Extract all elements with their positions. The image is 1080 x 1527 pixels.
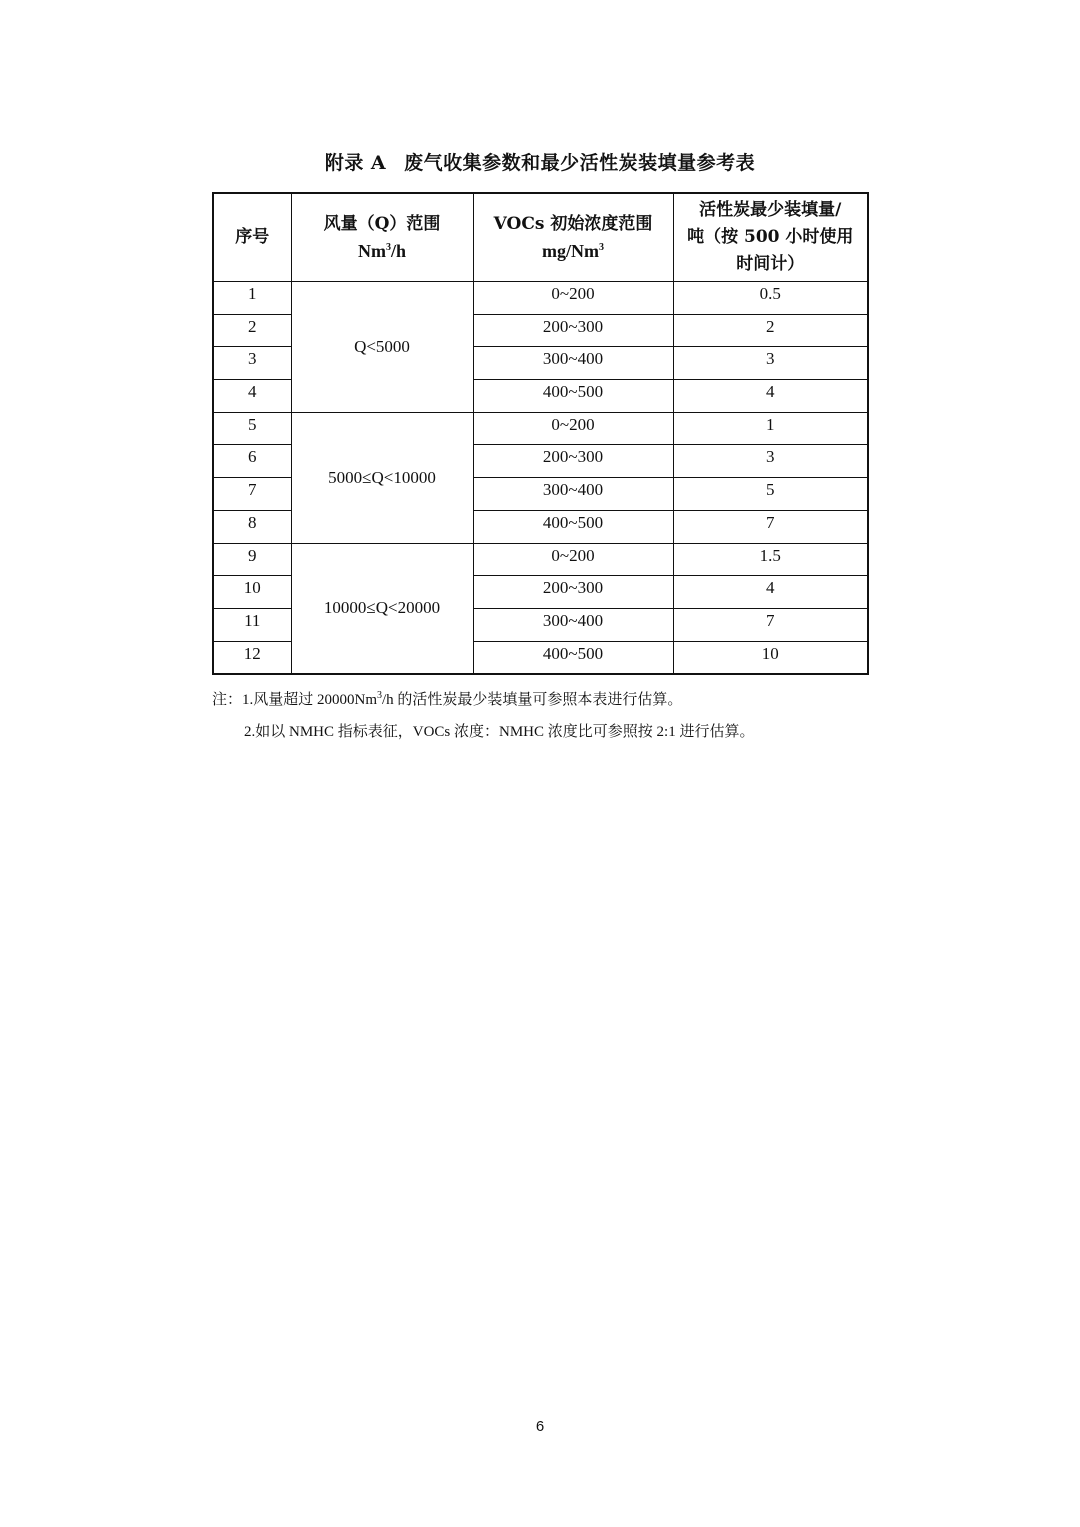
cell-carbon-amount: 7 bbox=[673, 608, 868, 641]
cell-concentration: 0~200 bbox=[473, 282, 673, 315]
cell-serial-no: 1 bbox=[213, 282, 291, 315]
cell-serial-no: 10 bbox=[213, 576, 291, 609]
cell-serial-no: 11 bbox=[213, 608, 291, 641]
note-1-tail: /h 的活性炭最少装填量可参照本表进行估算。 bbox=[382, 692, 683, 708]
page-number: 6 bbox=[535, 1418, 545, 1435]
header-carbon-line1: 活性炭最少装填量/ bbox=[699, 200, 842, 220]
table-header-row bbox=[213, 193, 868, 282]
header-airflow-unit bbox=[292, 238, 473, 265]
document-title bbox=[0, 148, 1080, 175]
cell-concentration: 300~400 bbox=[473, 478, 673, 511]
cell-serial-no: 7 bbox=[213, 478, 291, 511]
cell-concentration: 200~300 bbox=[473, 445, 673, 478]
cell-carbon-amount: 1.5 bbox=[673, 543, 868, 576]
cell-concentration: 0~200 bbox=[473, 412, 673, 445]
cell-concentration: 300~400 bbox=[473, 347, 673, 380]
cell-concentration: 200~300 bbox=[473, 314, 673, 347]
cell-carbon-amount: 10 bbox=[673, 641, 868, 674]
cell-carbon-amount: 2 bbox=[673, 314, 868, 347]
reference-table bbox=[212, 192, 869, 675]
cell-carbon-amount: 3 bbox=[673, 445, 868, 478]
header-carbon-line2: 吨（按 500 小时使用 bbox=[687, 227, 854, 247]
cell-serial-no: 4 bbox=[213, 380, 291, 413]
note-1 bbox=[212, 690, 754, 710]
header-airflow-label: 风量（Q）范围 bbox=[323, 213, 441, 234]
airflow-unit-tail: /h bbox=[390, 240, 406, 261]
cell-serial-no: 9 bbox=[213, 543, 291, 576]
cell-carbon-amount: 1 bbox=[673, 412, 868, 445]
note-1-text: 注：1.风量超过 20000Nm bbox=[212, 692, 378, 708]
cell-concentration: 400~500 bbox=[473, 641, 673, 674]
cell-serial-no: 6 bbox=[213, 445, 291, 478]
cell-carbon-amount: 4 bbox=[673, 380, 868, 413]
cell-carbon-amount: 0.5 bbox=[673, 282, 868, 315]
airflow-unit-exp: 3 bbox=[385, 241, 391, 253]
voc-unit-base: mg/Nm bbox=[542, 240, 599, 261]
cell-serial-no: 2 bbox=[213, 314, 291, 347]
cell-carbon-amount: 5 bbox=[673, 478, 868, 511]
cell-serial-no: 8 bbox=[213, 510, 291, 543]
header-voc-concentration bbox=[473, 193, 673, 282]
airflow-unit-base: Nm bbox=[357, 240, 386, 261]
header-airflow-range bbox=[291, 193, 473, 282]
note-1-exp: 3 bbox=[377, 690, 383, 701]
cell-carbon-amount: 7 bbox=[673, 510, 868, 543]
table-row bbox=[213, 412, 868, 445]
cell-airflow-range: 5000≤Q<10000 bbox=[291, 412, 473, 543]
cell-airflow-range: 10000≤Q<20000 bbox=[291, 543, 473, 674]
voc-unit-exp: 3 bbox=[599, 241, 604, 253]
table-notes bbox=[212, 690, 754, 742]
header-carbon-amount bbox=[673, 193, 868, 282]
title-main: 废气收集参数和最少活性炭装填量参考表 bbox=[404, 152, 756, 174]
cell-serial-no: 12 bbox=[213, 641, 291, 674]
header-voc-unit bbox=[474, 238, 673, 265]
cell-serial-no: 3 bbox=[213, 347, 291, 380]
table-row bbox=[213, 543, 868, 576]
header-carbon-line3: 时间计） bbox=[736, 254, 805, 274]
note-2: 2.如以 NMHC 指标表征，VOCs 浓度：NMHC 浓度比可参照按 2:1 进行估算。 bbox=[244, 724, 755, 740]
cell-concentration: 300~400 bbox=[473, 608, 673, 641]
header-serial-no: 序号 bbox=[213, 193, 291, 282]
title-prefix: 附录 A bbox=[324, 152, 387, 174]
header-voc-label: VOCs 初始浓度范围 bbox=[493, 213, 653, 234]
cell-serial-no: 5 bbox=[213, 412, 291, 445]
cell-concentration: 400~500 bbox=[473, 380, 673, 413]
cell-concentration: 0~200 bbox=[473, 543, 673, 576]
cell-carbon-amount: 3 bbox=[673, 347, 868, 380]
cell-airflow-range: Q<5000 bbox=[291, 282, 473, 413]
cell-concentration: 400~500 bbox=[473, 510, 673, 543]
table-row bbox=[213, 282, 868, 315]
cell-concentration: 200~300 bbox=[473, 576, 673, 609]
cell-carbon-amount: 4 bbox=[673, 576, 868, 609]
